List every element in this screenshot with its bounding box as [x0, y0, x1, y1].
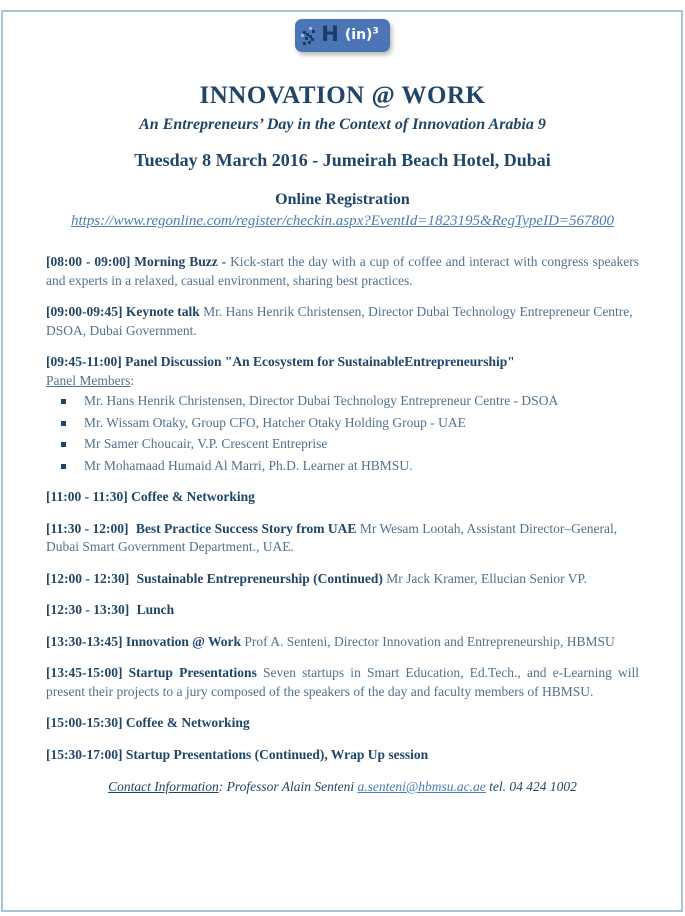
panel-member-item — [46, 457, 639, 476]
agenda-item-coffee-networking-2 — [46, 714, 639, 733]
logo-sup-3: 3 — [372, 25, 379, 36]
page-subtitle: An Entrepreneurs’ Day in the Context of Innovation Arabia 9 — [139, 116, 546, 133]
panel-member-item — [46, 435, 639, 454]
panel-member-item — [46, 414, 639, 433]
online-registration-label: Online Registration — [275, 191, 410, 208]
panel-heading — [46, 353, 639, 372]
agenda-item-time: [09:00-09:45] — [46, 304, 123, 319]
agenda-item-desc: Mr Jack Kramer, Ellucian Senior VP. — [386, 570, 587, 586]
contact-email-link[interactable]: a.senteni@hbmsu.ac.ae — [357, 779, 486, 794]
logo-in-text: (in) — [344, 26, 373, 43]
agenda-item-lunch — [46, 601, 639, 620]
agenda-item-time: [11:30 - 12:00] — [46, 520, 129, 536]
agenda-item-title: Panel Discussion "An Ecosystem for SustainableEntrepreneurship" — [125, 354, 515, 369]
agenda-item-time: [11:00 - 11:30] — [46, 489, 128, 504]
square-bullet-icon — [61, 464, 66, 469]
registration-link-row — [46, 212, 639, 231]
logo-row — [46, 19, 639, 52]
contact-name: : Professor Alain Senteni — [218, 779, 355, 794]
agenda-item-time: [08:00 - 09:00] — [46, 254, 131, 269]
agenda-item-title: Startup Presentations — [128, 665, 257, 680]
agenda-item-title: Morning Buzz - — [134, 254, 227, 269]
agenda-item-keynote — [46, 303, 639, 340]
agenda-item-title: Innovation @ Work — [125, 633, 241, 649]
agenda-item-startup-presentations-continued — [46, 746, 639, 765]
agenda — [46, 253, 639, 764]
agenda-item-time: [13:30-13:45] — [46, 633, 123, 649]
panel-members-label: Panel Members — [46, 372, 131, 388]
logo-in3-text — [344, 25, 379, 43]
event-date-location: Tuesday 8 March 2016 - Jumeirah Beach Hotel, Dubai — [134, 150, 551, 170]
agenda-item-time: [09:45-11:00] — [46, 354, 122, 369]
agenda-item-desc: Mr Wesam Lootah, Assistant Director–General, Dubai Smart Government Department., UAE. — [46, 520, 618, 554]
agenda-item-time: [12:30 - 13:30] — [46, 602, 130, 617]
hbmsu-in3-logo — [295, 19, 389, 52]
agenda-item-title: Lunch — [136, 602, 175, 617]
pixelated-h-icon — [303, 31, 306, 34]
panel-members-list — [46, 392, 639, 475]
agenda-item-desc: Kick-start the day with a cup of coffee and interact with congress speakers and experts in a relaxed, casual environment, sharing best practices. — [46, 254, 640, 288]
agenda-item-desc: Mr. Hans Henrik Christensen, Director Dubai Technology Entrepreneur Centre, DSOA, Dubai Government. — [46, 304, 633, 338]
agenda-item-title: Best Practice Success Story from UAE — [135, 520, 357, 536]
contact-information-label: Contact Information — [108, 779, 219, 794]
agenda-item-title: Coffee & Networking — [131, 489, 255, 504]
contact-telephone: tel. 04 424 1002 — [489, 779, 577, 794]
square-bullet-icon — [61, 442, 66, 447]
registration-link[interactable]: https://www.regonline.com/register/checkin.aspx?EventId=1823195&RegTypeID=567800 — [70, 213, 615, 229]
agenda-item-title: Sustainable Entrepreneurship (Continued) — [136, 570, 383, 586]
agenda-item-time: [12:00 - 12:30] — [46, 570, 130, 586]
agenda-item-title: Coffee & Networking — [125, 715, 250, 730]
panel-member-name: Mr Samer Choucair, V.P. Crescent Entreprise — [84, 436, 328, 451]
square-bullet-icon — [61, 399, 66, 404]
agenda-item-time: [15:00-15:30] — [46, 715, 123, 730]
agenda-item-sustainable-entrepreneurship — [46, 570, 639, 589]
page-title: INNOVATION @ WORK — [199, 82, 486, 109]
panel-members-colon: : — [130, 372, 135, 388]
agenda-item-time: [15:30-17:00] — [46, 746, 123, 762]
agenda-item-startup-presentations — [46, 664, 639, 701]
agenda-item-desc: Prof A. Senteni, Director Innovation and Entrepreneurship, HBMSU — [244, 633, 615, 649]
panel-member-name: Mr Mohamaad Humaid Al Marri, Ph.D. Learner at HBMSU. — [84, 457, 413, 473]
logo-letter-h: H — [321, 22, 339, 46]
agenda-item-desc: Seven startups in Smart Education, Ed.Tech., and e-Learning will present their projects to a jury composed of the speakers of the day and faculty members of HBMSU. — [46, 665, 640, 699]
agenda-item-title: Startup Presentations (Continued), Wrap Up session — [125, 746, 429, 762]
agenda-item-morning-buzz — [46, 253, 639, 290]
panel-members-label-row — [46, 372, 639, 391]
agenda-item-best-practice — [46, 520, 639, 557]
contact-footer — [46, 778, 639, 796]
agenda-item-innovation-at-work — [46, 633, 639, 652]
agenda-item-time: [13:45-15:00] — [46, 665, 123, 680]
agenda-item-panel-discussion — [46, 353, 639, 475]
square-bullet-icon — [61, 421, 66, 426]
panel-member-name: Mr. Wissam Otaky, Group CFO, Hatcher Otaky Holding Group - UAE — [84, 414, 466, 430]
panel-member-item — [46, 392, 639, 411]
agenda-item-coffee-networking-1 — [46, 488, 639, 507]
panel-member-name: Mr. Hans Henrik Christensen, Director Dubai Technology Entrepreneur Centre - DSOA — [84, 393, 559, 408]
agenda-item-title: Keynote talk — [125, 304, 200, 319]
